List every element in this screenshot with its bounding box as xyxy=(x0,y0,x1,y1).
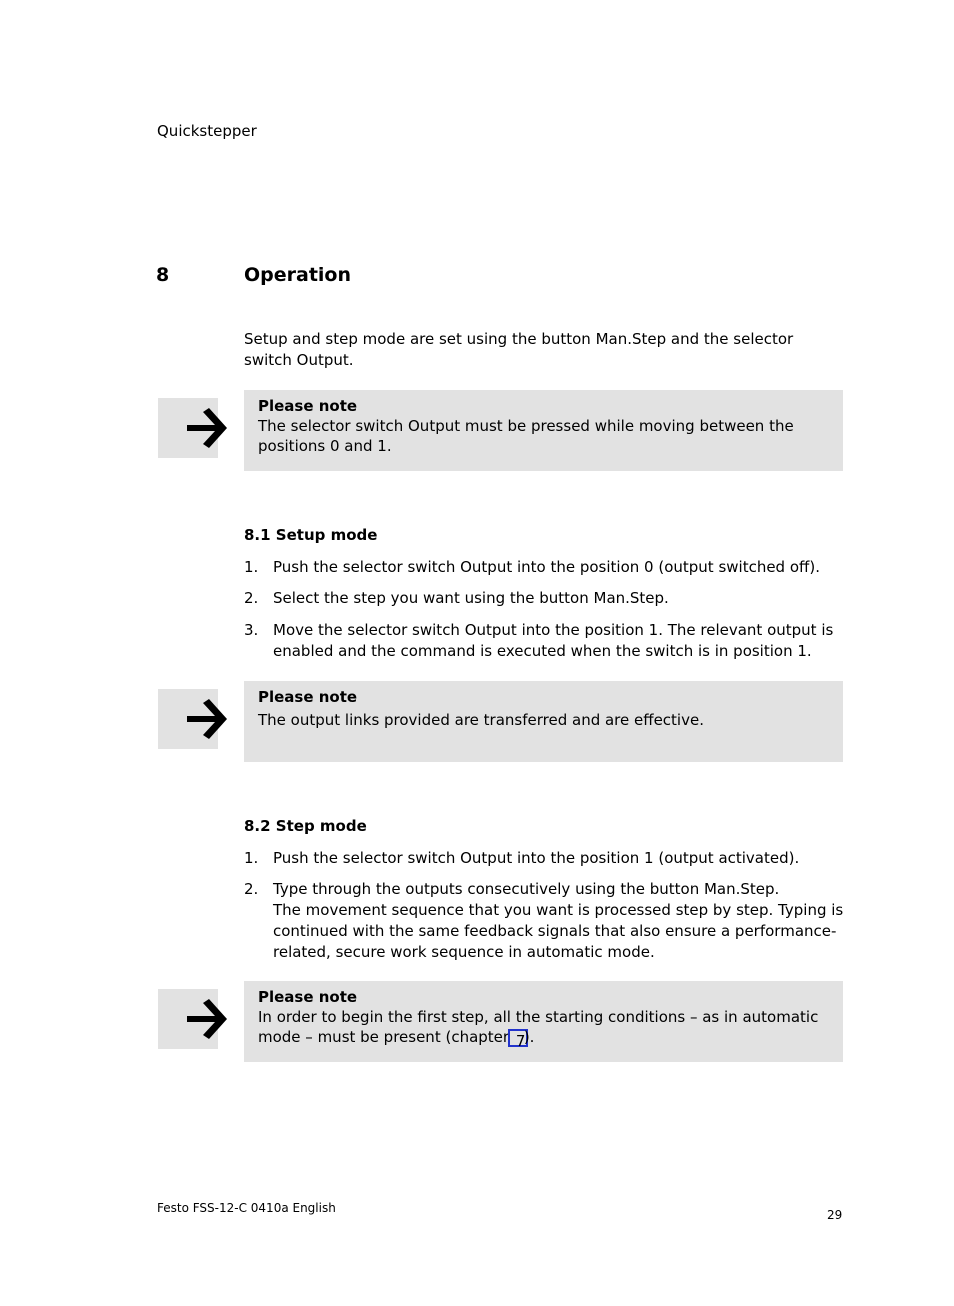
note-marker xyxy=(158,989,218,1049)
chapter-title: Operation xyxy=(244,264,352,286)
list-number: 3. xyxy=(244,621,259,639)
note-title: Please note xyxy=(258,397,358,415)
list-number: 2. xyxy=(244,589,259,607)
arrow-right-icon xyxy=(185,998,229,1040)
note-body: The selector switch Output must be pressed while moving between the positions 0 and 1. xyxy=(258,417,794,455)
note-title: Please note xyxy=(258,988,358,1006)
list-text: Move the selector switch Output into the position 1. The relevant output is enabled and the command is executed when the switch is in position 1. xyxy=(273,621,834,660)
footer-document-id: Festo FSS-12-C 0410a English xyxy=(157,1201,336,1215)
list-text: Push the selector switch Output into the position 0 (output switched off). xyxy=(273,558,820,576)
list-number: 2. xyxy=(244,880,259,898)
note-body: The output links provided are transferred and are effective. xyxy=(258,711,704,729)
note-body-text-end: ). xyxy=(523,1028,535,1046)
note-marker xyxy=(158,689,218,749)
note-body xyxy=(258,1007,829,1050)
chapter-number: 8 xyxy=(156,264,170,286)
arrow-right-icon xyxy=(185,698,229,740)
list-text: Type through the outputs consecutively using the button Man.Step. xyxy=(273,880,780,898)
list-text: Push the selector switch Output into the position 1 (output activated). xyxy=(273,849,800,867)
note-box xyxy=(244,390,843,471)
list-text-block xyxy=(273,879,844,963)
intro-paragraph: Setup and step mode are set using the button Man.Step and the selector switch Output. xyxy=(244,330,794,369)
list-text: Select the step you want using the button Man.Step. xyxy=(273,589,669,607)
note-title: Please note xyxy=(258,688,358,706)
chapter-link-text[interactable]: 7 xyxy=(515,1032,526,1050)
note-box xyxy=(244,981,843,1062)
list-text-extra: The movement sequence that you want is processed step by step. Typing is continued with the same feedback signals that also ensure a performance-related, secure work sequence in automatic mode. xyxy=(273,901,844,961)
arrow-right-icon xyxy=(185,407,229,449)
list-number: 1. xyxy=(244,849,259,867)
list-number: 1. xyxy=(244,558,259,576)
note-box xyxy=(244,681,843,762)
section-heading: 8.2 Step mode xyxy=(244,817,367,835)
note-body-text: In order to begin the first step, all the starting conditions – as in automatic mode – must be present (chapter xyxy=(258,1008,819,1046)
note-marker xyxy=(158,398,218,458)
section-heading: 8.1 Setup mode xyxy=(244,526,378,544)
page-number: 29 xyxy=(827,1208,843,1222)
running-header: Quickstepper xyxy=(157,122,257,140)
